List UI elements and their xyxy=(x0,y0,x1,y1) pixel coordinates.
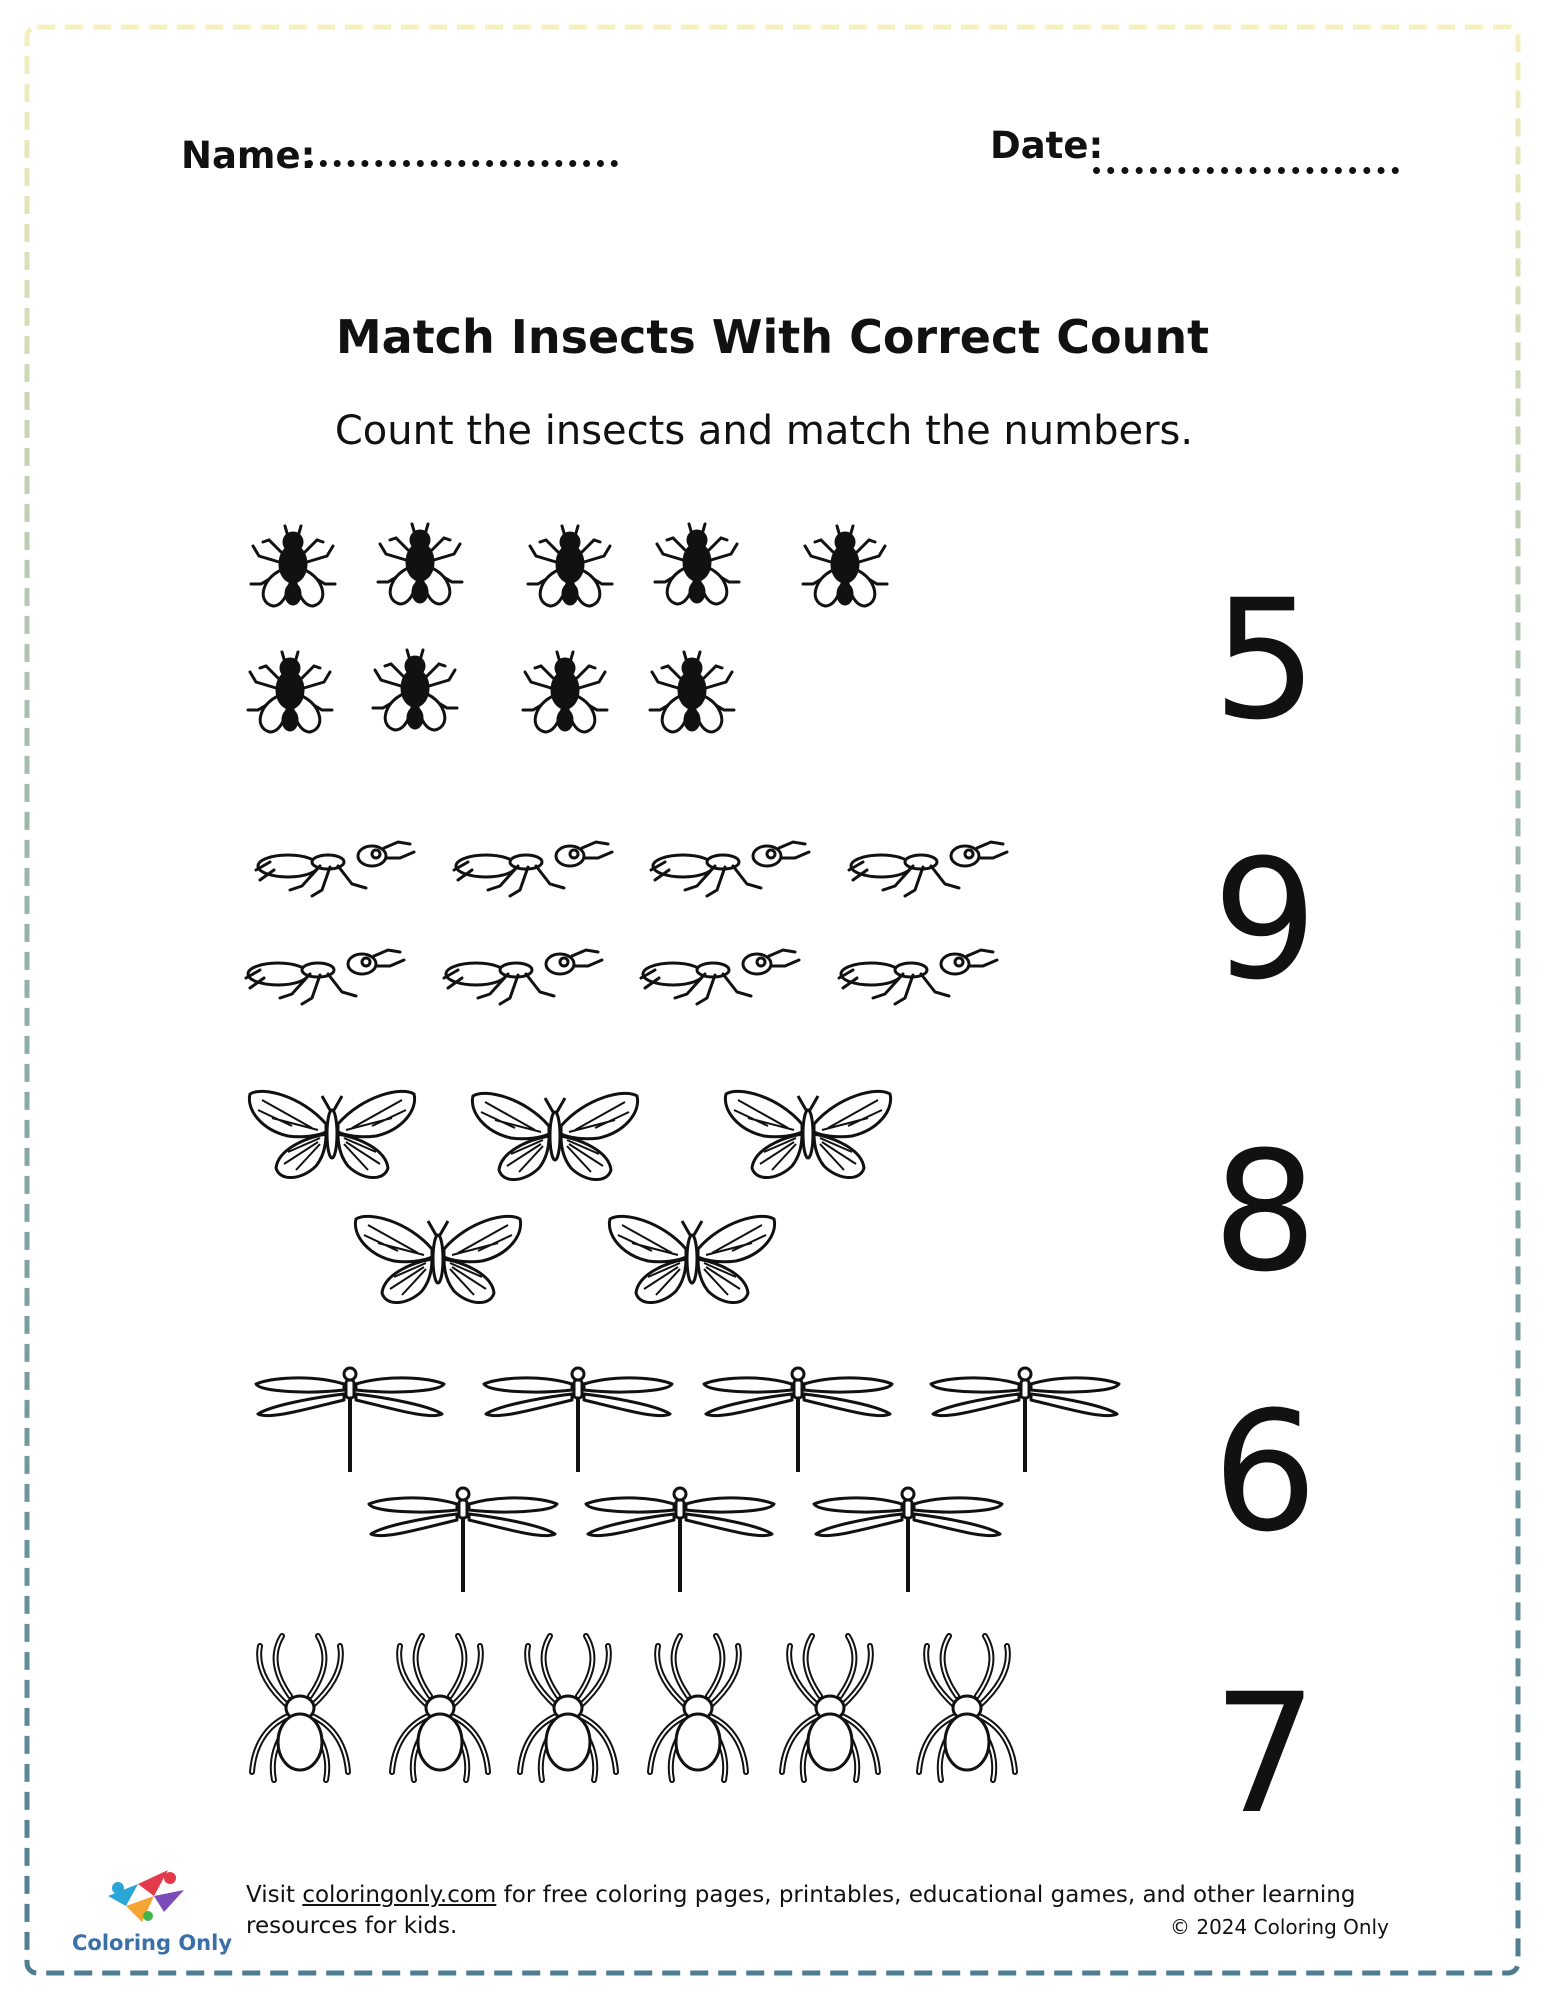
butterfly-icon xyxy=(472,1093,637,1179)
spider-icon xyxy=(919,1636,1015,1780)
spider-icon xyxy=(650,1636,746,1780)
butterfly-icon xyxy=(249,1091,414,1177)
butterfly-group xyxy=(249,1091,890,1302)
dragonfly-icon xyxy=(931,1368,1119,1472)
spider-group xyxy=(252,1636,1015,1780)
ant-group xyxy=(246,842,1007,1004)
fly-icon xyxy=(378,524,462,604)
dragonfly-icon xyxy=(369,1488,557,1592)
number-option[interactable]: 6 xyxy=(1212,1376,1318,1568)
spider-icon xyxy=(520,1636,616,1780)
number-option[interactable]: 5 xyxy=(1212,564,1318,756)
coloring-only-logo-icon xyxy=(98,1866,190,1928)
date-label: Date: xyxy=(990,124,1104,167)
dragonfly-icon xyxy=(256,1368,444,1472)
ant-icon xyxy=(641,950,799,1004)
number-option[interactable]: 7 xyxy=(1212,1658,1318,1850)
ant-icon xyxy=(256,842,414,896)
butterfly-icon xyxy=(725,1091,890,1177)
spider-icon xyxy=(252,1636,348,1780)
name-label: Name: xyxy=(181,134,316,177)
fly-group xyxy=(248,524,887,732)
dragonfly-icon xyxy=(814,1488,1002,1592)
worksheet-title: Match Insects With Correct Count xyxy=(335,310,1210,364)
spider-icon xyxy=(392,1636,488,1780)
dragonfly-icon xyxy=(586,1488,774,1592)
butterfly-icon xyxy=(609,1216,774,1302)
worksheet-instructions: Count the insects and match the numbers. xyxy=(334,408,1194,454)
butterfly-icon xyxy=(355,1216,520,1302)
fly-icon xyxy=(523,652,607,732)
fly-icon xyxy=(803,526,887,606)
dragonfly-icon xyxy=(704,1368,892,1472)
ant-icon xyxy=(444,950,602,1004)
ant-icon xyxy=(454,842,612,896)
dragonfly-icon xyxy=(484,1368,672,1472)
dragonfly-group xyxy=(256,1368,1119,1592)
fly-icon xyxy=(528,526,612,606)
fly-icon xyxy=(248,652,332,732)
fly-icon xyxy=(655,524,739,604)
logo-text: Coloring Only xyxy=(72,1931,233,1955)
fly-icon xyxy=(251,526,335,606)
number-option[interactable]: 8 xyxy=(1212,1116,1318,1308)
copyright-text: © 2024 Coloring Only xyxy=(1170,1915,1389,1939)
ant-icon xyxy=(651,842,809,896)
number-option[interactable]: 9 xyxy=(1212,824,1318,1016)
footer-visit-suffix: for free coloring pages, printables, educational games, and other learning resources for kids. xyxy=(246,1882,1356,1939)
fly-icon xyxy=(650,652,734,732)
ant-icon xyxy=(246,950,404,1004)
fly-icon xyxy=(373,650,457,730)
ant-icon xyxy=(849,842,1007,896)
spider-icon xyxy=(782,1636,878,1780)
footer-visit-prefix: Visit xyxy=(246,1882,303,1908)
ant-icon xyxy=(839,950,997,1004)
coloringonly-link[interactable]: coloringonly.com xyxy=(302,1882,497,1908)
